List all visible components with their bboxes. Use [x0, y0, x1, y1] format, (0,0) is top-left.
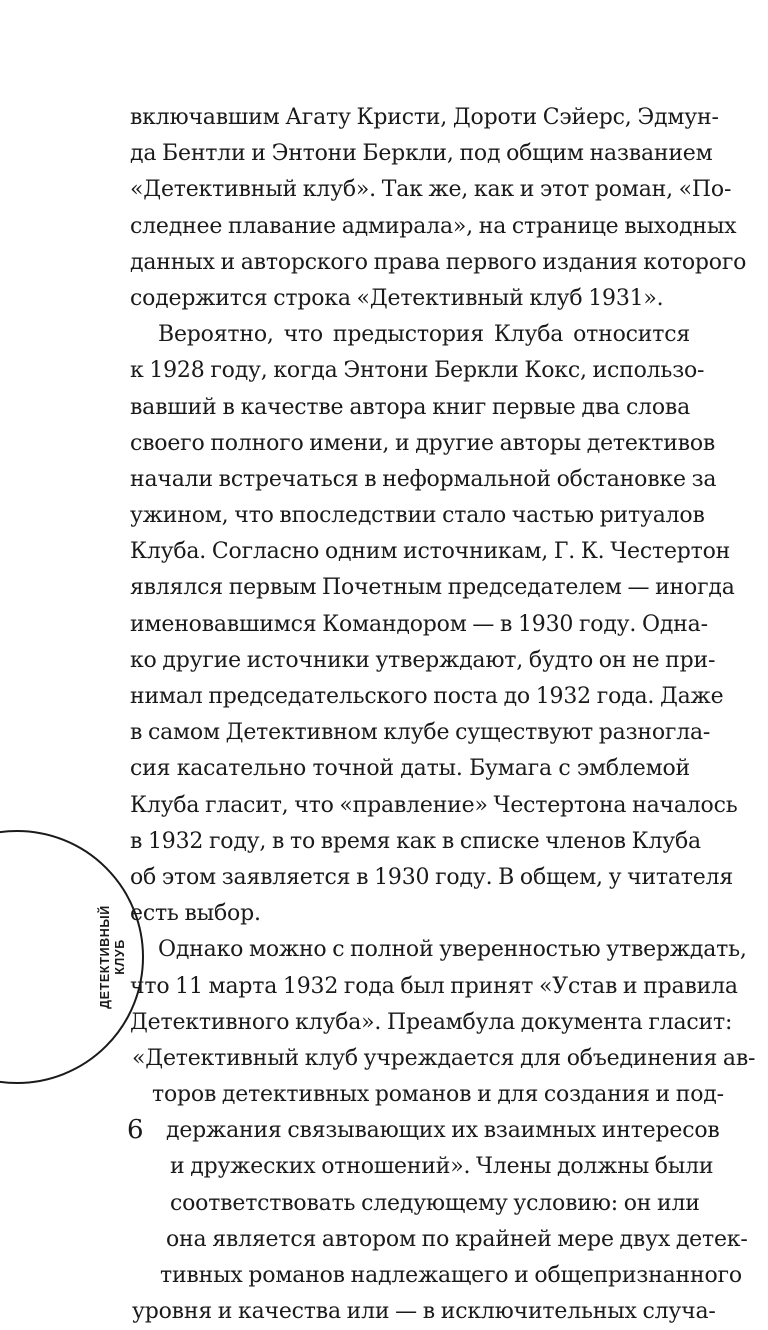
text-line: являлся первым Почетным председателем — иногда: [130, 575, 735, 601]
text-line: Клуба. Согласно одним источникам, Г. К. Честертон: [130, 539, 731, 565]
text-line: да Бентли и Энтони Беркли, под общим названием: [130, 141, 713, 167]
text-line: нимал председательского поста до 1932 года. Даже: [130, 684, 724, 709]
text-line: есть выбор.: [130, 901, 261, 927]
text-line: вавший в качестве автора книг первые два слова: [130, 394, 690, 420]
text-line: содержится строка «Детективный клуб 1931».: [130, 285, 664, 311]
text-line: начали встречаться в неформальной обстановке за: [130, 466, 717, 492]
body-text: [130, 100, 756, 1330]
text-line: Однако можно с полной уверенностью утверждать,: [158, 937, 747, 963]
text-line: в самом Детективном клубе существуют разногла-: [130, 720, 711, 746]
text-line: ко другие источники утверждают, будто он не при-: [130, 647, 716, 673]
text-line: в 1932 году, в то время как в списке членов Клуба: [130, 828, 701, 854]
text-line: торов детективных романов и для создания и под-: [152, 1082, 724, 1108]
text-line: Детективного клуба». Преамбула документа гласит:: [130, 1009, 733, 1035]
text-line: своего полного имени, и другие авторы детективов: [130, 430, 716, 456]
text-line: об этом заявляется в 1930 году. В общем, у читателя: [130, 864, 734, 890]
text-line: Клуба гласит, что «правление» Честертона началось: [130, 792, 738, 818]
emblem-line-1: ДЕТЕКТИВНЫЙ: [98, 905, 112, 1009]
text-line: именовавшимся Командором — в 1930 году. Однa-: [130, 611, 708, 637]
text-line: к 1928 году, когда Энтони Беркли Кокс, использо-: [130, 358, 705, 384]
text-line: «Детективный клуб». Так же, как и этот роман, «По-: [130, 177, 732, 203]
text-line: ужином, что впоследствии стало частью ритуалов: [130, 503, 705, 529]
text-line: соответствовать следующему условию: он или: [170, 1190, 700, 1216]
text-line: и дружеских отношений». Члены должны были: [170, 1154, 714, 1180]
text-line: включавшим Агату Кристи, Дороти Сэйерс, Эдмун-: [130, 105, 719, 130]
text-line: держания связывающих их взаимных интересов: [166, 1118, 720, 1144]
page-number: 6: [127, 1115, 144, 1145]
text-line: тивных романов надлежащего и общепризнанного: [160, 1263, 742, 1288]
text-line: данных и авторского права первого издания которого: [130, 249, 747, 275]
emblem-line-2: КЛУБ: [113, 939, 127, 975]
text-line: Вероятно, что предыстория Клуба относится: [158, 322, 690, 348]
text-line: уровня и качества или — в исключительных случа-: [132, 1299, 716, 1325]
text-line: сия касательно точной даты. Бумага с эмблемой: [130, 756, 690, 782]
text-line: она является автором по крайней мере двух детек-: [166, 1226, 748, 1252]
text-line: что 11 марта 1932 года был принят «Устав и правила: [130, 973, 738, 999]
text-line: «Детективный клуб учреждается для объединения ав-: [132, 1045, 756, 1071]
text-line: следнее плавание адмирала», на странице выходных: [130, 213, 737, 239]
